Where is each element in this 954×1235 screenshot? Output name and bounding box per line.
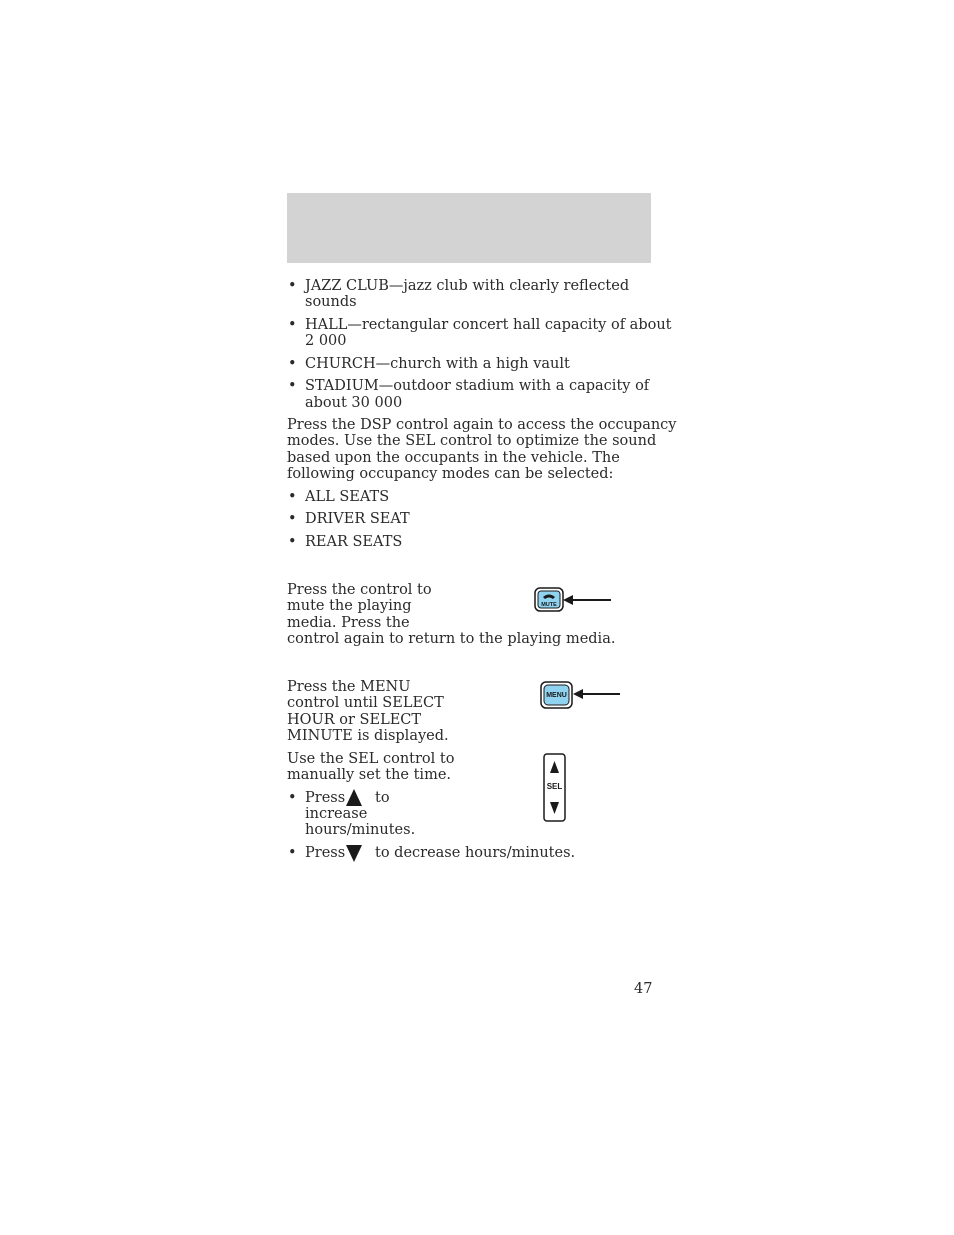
page-number: 47 xyxy=(634,981,653,997)
paragraph-line: Use the SEL control to xyxy=(287,751,455,767)
arrow-left-icon xyxy=(573,689,583,699)
triangle-up-icon xyxy=(346,789,362,806)
triangle-down-icon xyxy=(346,845,362,862)
list-item-text: DRIVER SEAT xyxy=(305,511,410,527)
list-item-text: HALL—rectangular concert hall capacity of about xyxy=(305,317,672,333)
press-after-text: to xyxy=(375,790,390,806)
list-item-text: 2 000 xyxy=(305,333,347,349)
paragraph-line: manually set the time. xyxy=(287,767,452,783)
bullet-dot: • xyxy=(288,845,297,861)
press-label: Press xyxy=(305,845,346,861)
list-item-text: ALL SEATS xyxy=(305,489,390,505)
menu-button-label: MENU xyxy=(546,692,567,699)
list-item-text: about 30 000 xyxy=(305,395,403,411)
paragraph-line: control until SELECT xyxy=(287,695,444,711)
paragraph-line: Press the MENU xyxy=(287,679,411,695)
paragraph-line: control again to return to the playing media. xyxy=(287,631,616,647)
bullet-dot: • xyxy=(288,278,297,294)
paragraph-line: following occupancy modes can be selected: xyxy=(287,466,614,482)
list-item-text: REAR SEATS xyxy=(305,534,403,550)
sel-rocker-illustration xyxy=(542,752,568,824)
paragraph-line: HOUR or SELECT xyxy=(287,712,422,728)
press-after-text: to decrease hours/minutes. xyxy=(375,845,576,861)
sel-rocker-label: SEL xyxy=(546,782,563,791)
list-item-text: increase xyxy=(305,806,368,822)
list-item-text: JAZZ CLUB—jazz club with clearly reflected xyxy=(305,278,630,294)
bullet-dot: • xyxy=(288,511,297,527)
list-item-text: CHURCH—church with a high vault xyxy=(305,356,570,372)
press-label: Press xyxy=(305,790,346,806)
paragraph-line: Press the DSP control again to access the occupancy xyxy=(287,417,677,433)
paragraph-line: mute the playing xyxy=(287,598,412,614)
list-item-text: STADIUM—outdoor stadium with a capacity of xyxy=(305,378,650,394)
bullet-dot: • xyxy=(288,534,297,550)
bullet-dot: • xyxy=(288,489,297,505)
list-item-text: sounds xyxy=(305,294,357,310)
bullet-dot: • xyxy=(288,317,297,333)
paragraph-line: modes. Use the SEL control to optimize the sound xyxy=(287,433,657,449)
bullet-dot: • xyxy=(288,378,297,394)
paragraph-line: based upon the occupants in the vehicle. The xyxy=(287,450,620,466)
header-band xyxy=(287,193,651,263)
mute-button-illustration xyxy=(533,586,615,614)
bullet-dot: • xyxy=(288,790,297,806)
list-item-text: hours/minutes. xyxy=(305,822,416,838)
mute-button-label: MUTE xyxy=(541,602,557,608)
arrow-left-icon xyxy=(563,595,573,605)
paragraph-line: media. Press the xyxy=(287,615,410,631)
paragraph-line: Press the control to xyxy=(287,582,432,598)
menu-button-illustration xyxy=(539,680,623,710)
paragraph-line: MINUTE is displayed. xyxy=(287,728,449,744)
bullet-dot: • xyxy=(288,356,297,372)
